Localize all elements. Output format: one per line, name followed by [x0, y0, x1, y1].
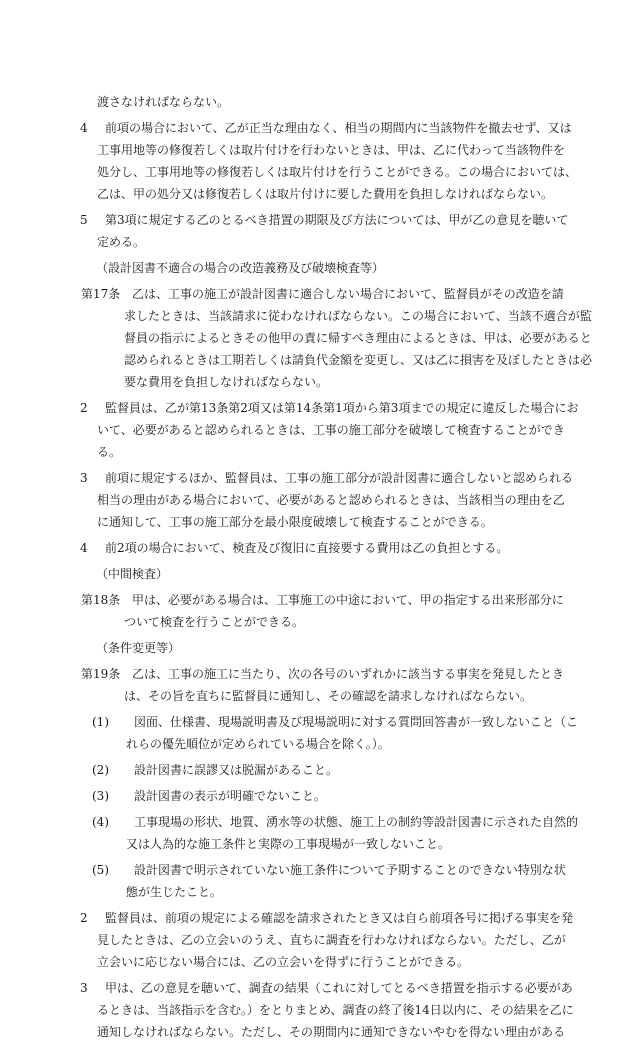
text-line: [124, 327, 592, 349]
text-line-content: （条件変更等）: [96, 641, 181, 655]
text-line: [96, 257, 550, 279]
text-line: [97, 91, 550, 113]
text-line: [97, 977, 573, 999]
text-line: [96, 563, 550, 585]
item-number: (2): [92, 763, 109, 777]
text-line-content: 相当の理由がある場合において、必要があると認められるときは、当該相当の理由を乙: [97, 493, 565, 507]
paragraph: [80, 397, 579, 463]
text-line-content: れらの優先順位が定められている場合を除く。）。: [126, 737, 390, 751]
text-line-content: 設計図書の表示が明確でないこと。: [134, 789, 327, 803]
text-line: [97, 183, 554, 205]
text-line-content: 監督員は、乙が第13条第2項又は第14条第1項から第3項までの規定に違反した場合にお: [105, 401, 579, 415]
paragraph-number: 2: [80, 401, 88, 415]
text-line: [97, 419, 565, 441]
text-line-content: 求したときは、当該請求に従わなければならない。この場合において、当該不適合が監: [124, 309, 592, 323]
text-line-content: 見したときは、乙の立会いのうえ、直ちに調査を行わなければならない。ただし、乙が: [97, 933, 566, 947]
text-line: [126, 881, 550, 903]
text-line: [126, 733, 550, 755]
text-line-content: 又は人為的な施工条件と実際の工事現場が一致しないこと。: [126, 837, 451, 851]
text-line: [97, 441, 550, 463]
paragraph-number: 3: [80, 981, 88, 995]
text-line-content: 認められるときは工期若しくは請負代金額を変更し、又は乙に損害を及ぼしたときは必: [124, 353, 593, 367]
text-line-content: 要な費用を負担しなければならない。: [124, 375, 329, 389]
item-number: (5): [92, 863, 109, 877]
text-line-content: 第3項に規定する乙のとるべき措置の期限及び方法については、甲が乙の意見を聴いて: [105, 213, 569, 227]
text-line-content: 定める。: [97, 235, 146, 249]
article: [81, 663, 565, 707]
text-line: [97, 511, 550, 533]
paragraph: [80, 537, 550, 559]
text-line: [97, 1021, 566, 1043]
article: [81, 589, 564, 633]
text-line: [124, 685, 550, 707]
text-line-content: るときは、当該指示を含む。）をとりまとめ、調査の終了後14日以内に、その結果を乙に: [97, 1003, 574, 1017]
text-line: [124, 305, 592, 327]
paragraph: [80, 977, 574, 1043]
text-line-content: 督員の指示によるときその他甲の責に帰すべき理由によるときは、甲は、必要があると: [124, 331, 592, 345]
text-line: [97, 537, 550, 559]
item-number: (4): [92, 815, 109, 829]
text-line: [126, 859, 566, 881]
text-line-content: は、その旨を直ちに監督員に通知し、その確認を請求しなければならない。: [124, 689, 533, 703]
paragraph: [80, 467, 574, 533]
text-line-content: 設計図書に誤謬又は脱漏があること。: [134, 763, 339, 777]
list-item: [84, 811, 579, 855]
text-line-content: 前2項の場合において、検査及び復旧に直接要する費用は乙の負担とする。: [105, 541, 509, 555]
text-line: [124, 589, 564, 611]
list-item: [84, 711, 579, 755]
item-number: (1): [92, 715, 109, 729]
article-caption: [84, 257, 550, 279]
list-item: [84, 859, 566, 903]
text-line: [97, 999, 574, 1021]
article: [81, 283, 593, 393]
text-line: [124, 611, 550, 633]
text-line-content: 設計図書で明示されていない施工条件について予期することのできない特別な状: [134, 863, 566, 877]
text-line: [97, 907, 574, 929]
text-line: [126, 833, 550, 855]
paragraph: [80, 117, 578, 205]
text-line: [126, 785, 550, 807]
text-line: [97, 161, 578, 183]
text-line-content: 乙は、甲の処分又は修復若しくは取片付けに要した費用を負担しなければならない。: [97, 187, 554, 201]
text-line-content: 態が生じたこと。: [126, 885, 223, 899]
text-line-content: 前項に規定するほか、監督員は、工事の施工部分が設計図書に適合しないと認められる: [105, 471, 574, 485]
text-line-content: 乙は、工事の施工に当たり、次の各号のいずれかに該当する事実を発見したとき: [132, 667, 565, 681]
text-line: [97, 951, 550, 973]
text-line: [97, 139, 565, 161]
text-line: [97, 489, 565, 511]
text-line-content: る。: [97, 445, 122, 459]
text-line-content: 監督員は、前項の規定による確認を請求されたとき又は自ら前項各号に掲げる事実を発: [105, 911, 574, 925]
text-line-content: 前項の場合において、乙が正当な理由なく、相当の期間内に当該物件を撤去せず、又は: [105, 121, 572, 135]
text-line-content: 図面、仕様書、現場説明書及び現場説明に対する質問回答書が一致しないこと（こ: [134, 715, 579, 729]
text-line-content: 工事現場の形状、地質、湧水等の状態、施工上の制約等設計図書に示された自然的: [134, 815, 579, 829]
text-line: [96, 637, 550, 659]
article-caption: [84, 563, 550, 585]
paragraph-number: 4: [80, 121, 88, 135]
article-number: 第19条: [81, 667, 121, 681]
list-item: [84, 759, 550, 781]
text-line-content: いて、必要があると認められるときは、工事の施工部分を破壊して検査することができ: [97, 423, 565, 437]
text-line-content: 渡さなければならない。: [97, 95, 230, 109]
text-line-content: （中間検査）: [96, 567, 169, 581]
item-number: (3): [92, 789, 109, 803]
text-line-content: 甲は、乙の意見を聴いて、調査の結果（これに対してとるべき措置を指示する必要があ: [105, 981, 573, 995]
text-line-content: （設計図書不適合の場合の改造義務及び破壊検査等）: [96, 261, 385, 275]
list-item: [84, 785, 550, 807]
text-line-content: ついて検査を行うことができる。: [124, 615, 305, 629]
text-line-content: 通知しなければならない。ただし、その期間内に通知できないやむを得ない理由がある: [97, 1025, 566, 1039]
paragraph-number: 5: [80, 213, 88, 227]
text-line-content: 工事用地等の修復若しくは取片付けを行わないときは、甲は、乙に代わって当該物件を: [97, 143, 565, 157]
article-number: 第18条: [81, 593, 121, 607]
text-line: [126, 759, 550, 781]
text-line-content: に通知して、工事の施工部分を最小限度破壊して検査することができる。: [97, 515, 493, 529]
text-line: [97, 117, 572, 139]
text-line-content: 乙は、工事の施工が設計図書に適合しない場合において、監督員がその改造を請: [132, 287, 564, 301]
text-line: [124, 663, 565, 685]
paragraph-number: 3: [80, 471, 88, 485]
paragraph: [80, 209, 569, 253]
text-line: [124, 349, 593, 371]
text-line-content: 立会いに応じない場合には、乙の立会いを得ずに行うことができる。: [97, 955, 470, 969]
text-line: [97, 929, 566, 951]
document-body: [80, 91, 593, 1047]
article-number: 第17条: [81, 287, 121, 301]
text-line-content: 処分し、工事用地等の修復若しくは取片付けを行うことができる。この場合においては、: [97, 165, 578, 179]
text-line: [97, 397, 579, 419]
paragraph: [80, 907, 574, 973]
paragraph-number: 2: [80, 911, 88, 925]
text-line-content: 甲は、必要がある場合は、工事施工の中途において、甲の指定する出来形部分に: [132, 593, 564, 607]
text-line: [126, 811, 579, 833]
text-continuation: [84, 91, 550, 113]
text-line: [97, 467, 574, 489]
text-line: [97, 209, 569, 231]
text-line: [124, 371, 550, 393]
text-line: [126, 711, 579, 733]
text-line: [124, 283, 564, 305]
text-line: [97, 231, 550, 253]
article-caption: [84, 637, 550, 659]
paragraph-number: 4: [80, 541, 88, 555]
